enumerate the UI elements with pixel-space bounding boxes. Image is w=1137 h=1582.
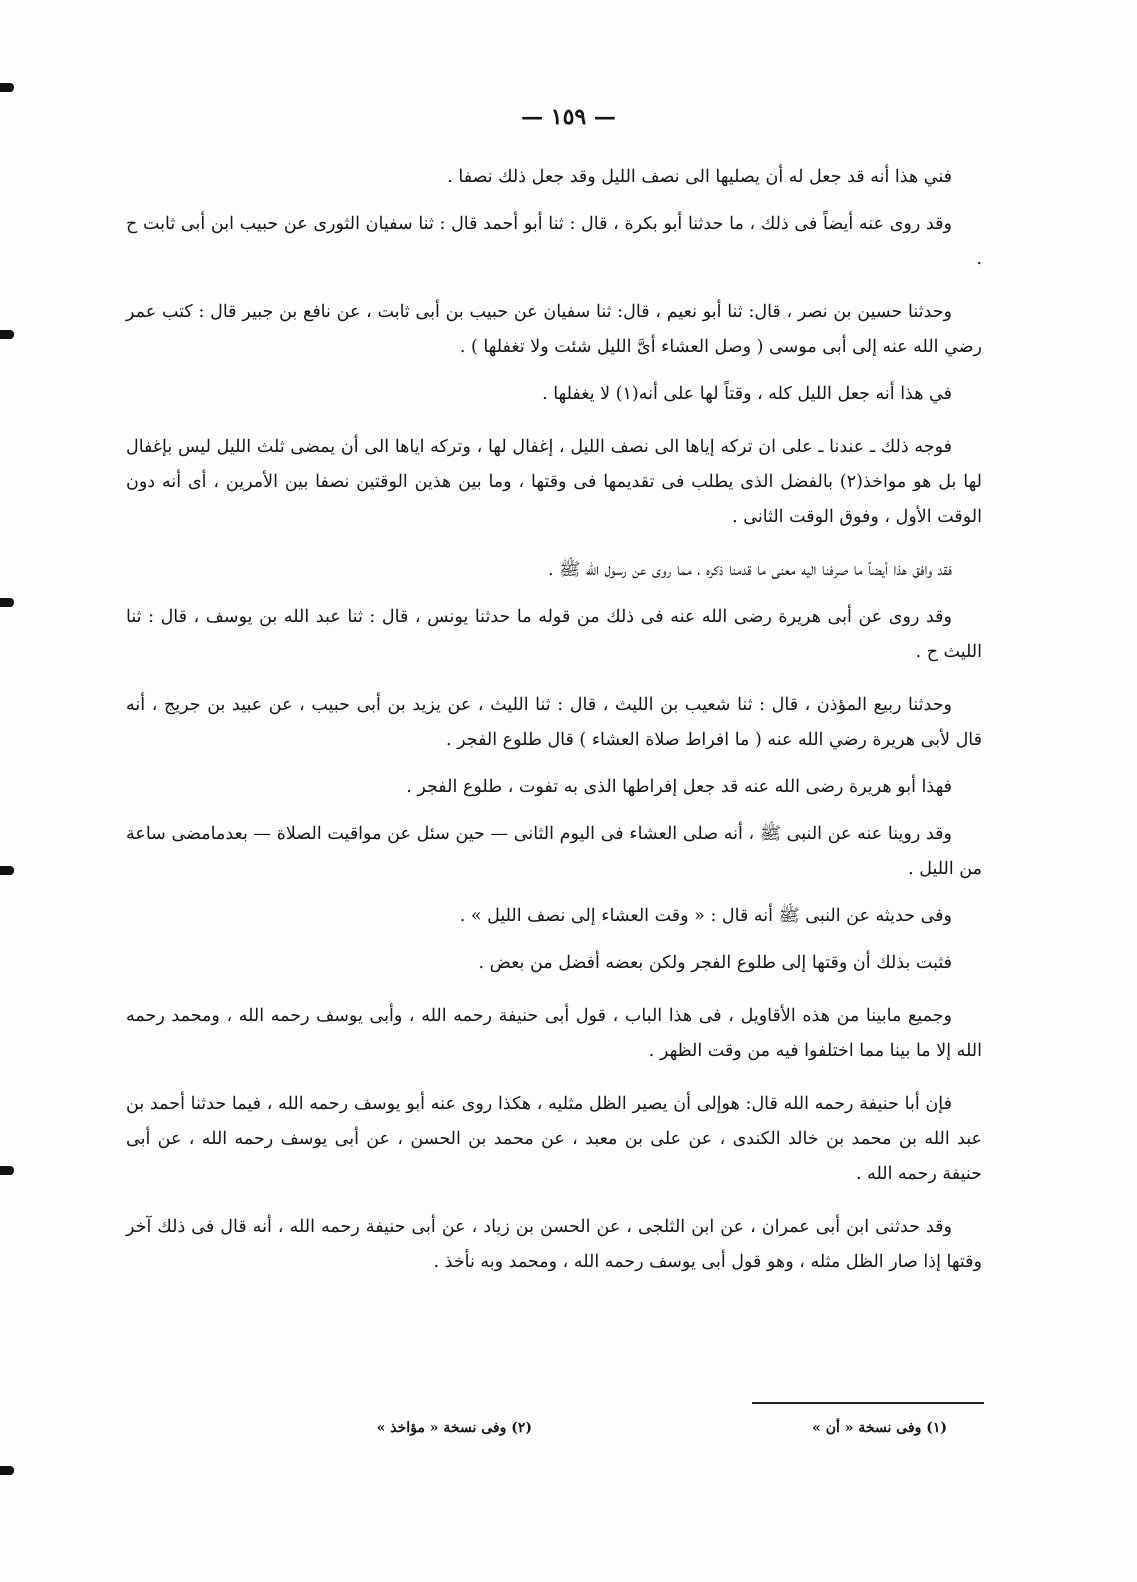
scan-edge-mark [0, 598, 14, 607]
paragraph: وقد روينا عنه عن النبى ﷺ ، أنه صلى العشاء فى اليوم الثانى — حين سئل عن مواقيت الصلاة — بعدمامضى ساعة من الليل . [126, 824, 982, 879]
paragraph: فني هذا أنه قد جعل له أن يصليها الى نصف الليل وقد جعل ذلك نصفا . [447, 167, 952, 187]
page-number: — ١٥٩ — [521, 104, 616, 130]
paragraph: وفى حديثه عن النبى ﷺ أنه قال : « وقت العشاء إلى نصف الليل » . [459, 906, 952, 926]
main-text [126, 160, 982, 1298]
scan-edge-mark [0, 83, 14, 92]
footnote: (٢) وفى نسخة « مؤاخذ » [376, 1420, 532, 1436]
paragraph: وقد روى عنه أيضاً فى ذلك ، ما حدثنا أبو بكرة ، قال : ثنا أبو أحمد قال : ثنا سفيان الثورى عن حبيب ابن أبى ثابت ح . [126, 214, 982, 269]
scan-edge-mark [0, 1166, 14, 1175]
paragraph: وحدثنا ربيع المؤذن ، قال : ثنا شعيب بن الليث ، قال : ثنا الليث ، عن يزيد بن أبى حبيب ، عن عبيد بن جريج ، أنه قال لأبى هريرة رضي الله عنه ( ما افراط صلاة العشاء ) قال طلوع الفجر . [126, 695, 982, 750]
scan-edge-mark [0, 330, 14, 339]
scan-edge-mark [0, 1466, 14, 1475]
footnote: (١) وفى نسخة « أن » [812, 1420, 947, 1436]
paragraph: في هذا أنه جعل الليل كله ، وقتاً لها على أنه(١) لا يغفلها . [542, 384, 952, 404]
paragraph: فقد وافق هذا أيضاً ما صرفنا اليه معنى ما قدمنا ذكره ، مما روى عن رسول الله ﷺ . [548, 560, 952, 580]
paragraph: وجميع مابينا من هذه الأقاويل ، فى هذا الباب ، قول أبى حنيفة رحمه الله ، وأبى يوسف رحمه الله ، ومحمد رحمه الله إلا ما بينا مما اختلفوا فيه من وقت الظهر . [126, 1006, 982, 1061]
paragraph: وقد روى عن أبى هريرة رضى الله عنه فى ذلك من قوله ما حدثنا يونس ، قال : ثنا عبد الله بن يوسف ، قال : ثنا الليث ح . [126, 607, 982, 662]
paragraph: وحدثنا حسين بن نصر ، قال: ثنا أبو نعيم ، قال: ثنا سفيان عن حبيب بن أبى ثابت ، عن نافع بن جبير قال : كتب عمر رضي الله عنه إلى أبى موسى ( وصل العشاء أىَّ الليل شئت ولا تغفلها ) . [126, 302, 982, 357]
paragraph: وقد حدثنى ابن أبى عمران ، عن ابن الثلجى ، عن الحسن بن زياد ، عن أبى حنيفة رحمه الله ، أنه قال فى ذلك آخر وقتها إذا صار الظل مثله ، وهو قول أبى يوسف رحمه الله ، ومحمد وبه نأخذ . [126, 1217, 982, 1272]
paragraph: فإن أبا حنيفة رحمه الله قال: هوإلى أن يصير الظل مثليه ، هكذا روى عنه أبو يوسف رحمه الله ، فيما حدثنا أحمد بن عبد الله بن محمد بن خالد الكندى ، عن على بن معبد ، عن محمد بن الحسن ، عن أبى يوسف رحمه الله ، عن أبى حنيفة رحمه الله . [126, 1094, 982, 1184]
paragraph: فوجه ذلك ـ عندنا ـ على ان تركه إياها الى نصف الليل ، إغفال لها ، وتركه اياها الى أن يمضى ثلث الليل ليس بإغفال لها بل هو مواخذ(٢) بالفضل الذى يطلب فى تقديمها فى وقتها ، وما بين هذين الوقتين نصفا بين الأمرين ، أى أنه دون الوقت الأول ، وفوق الوقت الثانى . [126, 437, 983, 527]
paragraph: فهذا أبو هريرة رضى الله عنه قد جعل إفراطها الذى به تفوت ، طلوع الفجر . [406, 777, 952, 797]
paragraph: فثبت بذلك أن وقتها إلى طلوع الفجر ولكن بعضه أفضل من بعض . [478, 953, 952, 973]
footnote-divider [752, 1402, 984, 1404]
scan-edge-mark [0, 866, 14, 875]
